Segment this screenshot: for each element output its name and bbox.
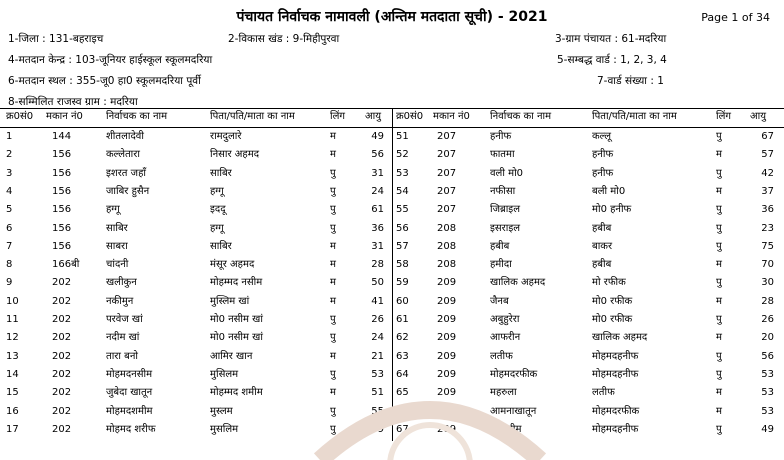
voter-right-house: 209 [437,387,457,399]
voter-left-house: 202 [52,423,72,435]
voter-right-gender: पु [716,204,722,216]
voter-left-relation: इददू [210,204,226,216]
voter-right-house: 207 [437,149,457,161]
voter-right-sn: 63 [396,350,409,362]
voter-right-relation: कल्लू [592,131,611,142]
voter-right-gender: म [716,149,722,161]
voter-left-sn: 13 [6,350,19,362]
voter-right-name: लतीफ [490,350,513,362]
voter-left-relation: मुसलिम [210,423,239,435]
voter-right-relation: हबीब [592,259,612,271]
voter-right-gender: म [716,387,722,399]
voter-right-gender: पु [716,314,722,325]
voter-left-age: 31 [371,167,384,179]
gram-panchayat-field: 3-ग्राम पंचायत : 61-मदरिया [555,33,667,45]
voter-right-age: 49 [761,423,774,435]
col-gender-left: लिंग [330,111,345,122]
voter-left-gender: म [330,277,336,289]
voter-left-age: 51 [371,387,384,399]
voter-left-name: इशरत जहाँ [106,167,146,179]
voter-right-relation: खालिक अहमद [592,332,648,344]
voter-left-sn: 17 [6,423,19,435]
voter-left-relation: मंसूर अहमद [210,259,255,271]
voter-left-gender: पु [330,185,336,197]
voter-right-gender: पु [716,222,722,234]
voter-left-sn: 6 [6,222,13,234]
voter-right-relation: लतीफ [592,387,615,399]
voter-right-age: 36 [761,204,774,216]
voter-left-name: परवेज खां [106,314,143,325]
block-field: 2-विकास खंड : 9-मिहीपुरवा [228,33,340,45]
voter-left-name: नकीमुन [106,295,134,307]
voter-left-name: कल्लेतारा [106,149,140,161]
voter-right-sn: 59 [396,277,409,289]
voter-left-relation: साबिर [210,167,232,179]
voter-left-age: 36 [371,222,384,234]
voter-left-relation: मुस्लिम खां [210,295,250,307]
voter-right-age: 67 [761,131,774,142]
voter-left-sn: 5 [6,204,13,216]
voter-left-age: 41 [371,295,384,307]
voter-right-relation: हनीफ [592,149,614,161]
voter-right-age: 23 [761,222,774,234]
voter-left-sn: 7 [6,240,13,252]
voter-left-gender: पु [330,332,336,344]
voter-right-gender: म [716,259,722,271]
voter-right-house: 209 [437,295,457,307]
voter-right-name: इसराइल [490,222,521,234]
voter-left-relation: मुसिलम [210,368,239,380]
district-field: 1-जिला : 131-बहराइच [8,33,104,45]
voter-right-relation: मो0 रफीक [592,314,633,325]
voter-right-gender: पु [716,240,722,252]
voter-left-house: 156 [52,222,72,234]
voter-left-age: 49 [371,131,384,142]
voter-right-name: महरुला [490,387,517,399]
voter-right-age: 57 [761,149,774,161]
voter-right-gender: पु [716,277,722,289]
voter-left-age: 55 [371,405,384,417]
page-number: Page 1 of 34 [701,11,770,24]
voter-right-name: वली मो0 [490,167,524,179]
voter-left-name: खलीकुन [106,277,137,289]
voter-left-house: 166बी [52,259,80,271]
voter-right-relation: मोहमदहनीफ [592,350,639,362]
election-seal-watermark [300,370,560,460]
voter-left-name: जाबिर हुसैन [106,185,150,197]
voter-left-relation: हग्गू [210,185,224,197]
voter-right-house: 209 [437,350,457,362]
voter-left-age: 31 [371,240,384,252]
voter-left-name: मोहमद शरीफ [106,423,156,435]
voter-right-house: 207 [437,204,457,216]
voter-left-gender: म [330,149,336,161]
voter-right-relation: हनीफ [592,167,614,179]
voter-right-gender: पु [716,131,722,142]
voter-right-house: 209 [437,405,457,417]
voter-right-house: 207 [437,167,457,179]
voter-right-sn: 58 [396,259,409,271]
polling-place-field: 6-मतदान स्थल : 355-जू0 हा0 स्कूलमदरिया पूर्वी [8,75,201,87]
voter-right-gender: म [716,405,722,417]
voter-left-gender: म [330,240,336,252]
voter-left-relation: आमिर खान [210,350,253,362]
voter-left-house: 144 [52,131,72,142]
voter-right-sn: 53 [396,167,409,179]
polling-centre-field: 4-मतदान केन्द्र : 103-जूनियर हाईस्कूल स्कूलमदरिया [8,54,213,66]
voter-left-gender: पु [330,368,336,380]
voter-left-name: तारा बनो [106,350,138,362]
voter-left-sn: 14 [6,368,19,380]
voter-right-name: मोहमदरफीक [490,368,538,380]
voter-right-name: हनीफ [490,131,512,142]
voter-left-name: नदीम खां [106,332,140,344]
voter-left-age: 24 [371,332,384,344]
voter-right-sn: 62 [396,332,409,344]
col-relation-right: पिता/पति/माता का नाम [592,111,677,122]
col-name-right: निर्वाचक का नाम [490,111,552,122]
voter-left-relation: साबिर [210,240,232,252]
voter-right-house: 207 [437,185,457,197]
voter-left-house: 202 [52,332,72,344]
voter-left-sn: 4 [6,185,13,197]
voter-right-age: 26 [761,314,774,325]
voter-right-relation: मोहमदहनीफ [592,423,639,435]
voter-right-age: 75 [761,240,774,252]
voter-left-gender: पु [330,204,336,216]
voter-right-relation: मोहमदरफीक [592,405,640,417]
voter-right-house: 209 [437,332,457,344]
col-serial-left: क्र0सं0 [6,111,34,122]
voter-right-age: 53 [761,387,774,399]
voter-left-gender: म [330,131,336,142]
voter-right-name: आफरीन [490,332,521,344]
col-house-right: मकान नं0 [433,111,470,122]
voter-left-gender: पु [330,423,336,435]
voter-left-sn: 3 [6,167,13,179]
voter-right-age: 53 [761,405,774,417]
voter-left-relation: मो0 नसीम खां [210,314,263,325]
voter-left-gender: पु [330,314,336,325]
voter-left-gender: म [330,295,336,307]
voter-right-house: 208 [437,222,457,234]
voter-right-relation: मो0 हनीफ [592,204,632,216]
voter-left-gender: पु [330,222,336,234]
voter-left-relation: मोहम्मद नसीम [210,277,263,289]
col-age-left: आयु [365,111,382,122]
col-name-left: निर्वाचक का नाम [106,111,168,122]
voter-left-name: मोहमदनसीम [106,368,153,380]
ward-number-field: 7-वार्ड संख्या : 1 [597,75,664,87]
voter-right-relation: मो0 रफीक [592,295,633,307]
voter-right-age: 28 [761,295,774,307]
voter-right-age: 70 [761,259,774,271]
voter-right-gender: पु [716,368,722,380]
voter-right-house: 209 [437,277,457,289]
voter-right-sn: 65 [396,387,409,399]
voter-right-sn: 64 [396,368,409,380]
voter-right-relation: मोहमदहनीफ [592,368,639,380]
voter-left-house: 202 [52,387,72,399]
voter-left-relation: रामदुलारे [210,131,242,142]
voter-right-house: 208 [437,240,457,252]
voter-right-name: खालिक अहमद [490,277,546,289]
voter-left-gender: पु [330,405,336,417]
voter-right-name: मोहम्मीम [490,423,522,435]
voter-left-house: 202 [52,368,72,380]
voter-right-sn: 60 [396,295,409,307]
voter-left-house: 156 [52,149,72,161]
voter-left-house: 156 [52,240,72,252]
voter-left-gender: म [330,350,336,362]
voter-left-house: 202 [52,350,72,362]
page-title: पंचायत निर्वाचक नामावली (अन्तिम मतदाता सूची) - 2021 [236,9,548,25]
voter-right-sn: 57 [396,240,409,252]
voter-right-relation: हबीब [592,222,612,234]
voter-left-house: 202 [52,405,72,417]
voter-left-gender: म [330,259,336,271]
voter-left-age: 28 [371,259,384,271]
voter-right-sn: 55 [396,204,409,216]
voter-right-name: जिब्राइल [490,204,520,216]
voter-right-gender: पु [716,167,722,179]
voter-right-name: जैनब [490,295,509,307]
voter-right-gender: म [716,185,722,197]
voter-left-age: 26 [371,314,384,325]
voter-right-gender: पु [716,350,722,362]
wards-field: 5-सम्बद्ध वार्ड : 1, 2, 3, 4 [557,54,667,66]
col-relation-left: पिता/पति/माता का नाम [210,111,295,122]
voter-left-sn: 16 [6,405,19,417]
voter-right-house: 207 [437,131,457,142]
voter-right-house: 209 [437,314,457,325]
voter-left-sn: 1 [6,131,13,142]
voter-right-sn: 54 [396,185,409,197]
voter-left-sn: 10 [6,295,19,307]
voter-right-name: आमनाखातून [490,405,537,417]
voter-left-name: शीतलादेवी [106,131,144,142]
voter-right-age: 20 [761,332,774,344]
voter-right-gender: पु [716,423,722,435]
voter-left-age: 24 [371,185,384,197]
voter-right-age: 30 [761,277,774,289]
voter-left-sn: 15 [6,387,19,399]
voter-left-name: साबिर [106,222,128,234]
voter-right-relation: बाकर [592,240,613,252]
voter-left-relation: हग्गू [210,222,224,234]
revenue-village-field: 8-सम्मिलित राजस्व ग्राम : मदरिया [8,96,138,108]
voter-left-name: मोहमदशमीम [106,405,153,417]
col-house-left: मकान नं0 [46,111,83,122]
voter-left-gender: म [330,387,336,399]
voter-left-sn: 11 [6,314,19,325]
voter-right-sn: 67 [396,423,409,435]
voter-left-relation: मुस्लम [210,405,233,417]
voter-right-age: 37 [761,185,774,197]
voter-right-name: नफीसा [490,185,516,197]
voter-left-name: चांदनी [106,259,129,271]
voter-right-sn: 61 [396,314,409,325]
col-age-right: आयु [750,111,767,122]
voter-right-sn: 52 [396,149,409,161]
voter-right-gender: म [716,332,722,344]
voter-left-age: 49 [371,423,384,435]
voter-left-gender: पु [330,167,336,179]
voter-left-house: 202 [52,314,72,325]
voter-left-age: 61 [371,204,384,216]
voter-right-age: 56 [761,350,774,362]
voter-right-age: 53 [761,368,774,380]
voter-left-house: 156 [52,204,72,216]
voter-left-name: साबरा [106,240,128,252]
voter-left-relation: मो0 नसीम खां [210,332,263,344]
voter-left-relation: निसार अहमद [210,149,259,161]
voter-right-house: 209 [437,423,457,435]
voter-left-age: 21 [371,350,384,362]
voter-right-relation: मो रफीक [592,277,626,289]
voter-right-name: अबुहुरेरा [490,314,520,325]
voter-right-name: हबीब [490,240,510,252]
voter-right-gender: म [716,295,722,307]
col-serial-right: क्र0सं0 [396,111,424,122]
voter-right-sn: 56 [396,222,409,234]
voter-right-relation: बली मो0 [592,185,626,197]
voter-left-name: जुबेदा खातून [106,387,153,399]
voter-right-age: 42 [761,167,774,179]
voter-left-house: 156 [52,185,72,197]
voter-right-house: 209 [437,368,457,380]
voter-left-age: 53 [371,368,384,380]
voter-left-house: 156 [52,167,72,179]
voter-left-age: 50 [371,277,384,289]
voter-left-relation: मोहम्मद शमीम [210,387,263,399]
voter-left-sn: 2 [6,149,13,161]
voter-right-sn: 66 [396,405,409,417]
voter-left-sn: 9 [6,277,13,289]
voter-left-name: हग्गू [106,204,120,216]
voter-left-age: 56 [371,149,384,161]
voter-left-sn: 12 [6,332,19,344]
col-gender-right: लिंग [716,111,731,122]
voter-left-house: 202 [52,277,72,289]
voter-right-name: हमीदा [490,259,512,271]
voter-left-sn: 8 [6,259,13,271]
voter-right-sn: 51 [396,131,409,142]
voter-right-name: फातमा [490,149,515,161]
voter-right-house: 208 [437,259,457,271]
voter-left-house: 202 [52,295,72,307]
